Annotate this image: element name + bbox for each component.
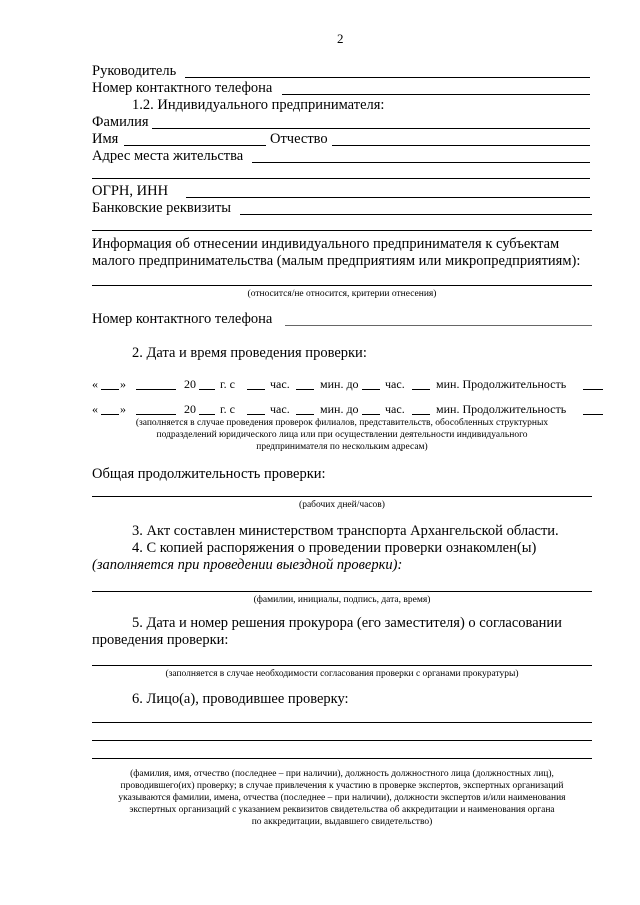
duration-field[interactable] bbox=[583, 389, 603, 390]
day-field[interactable] bbox=[101, 389, 119, 390]
total-duration-label: Общая продолжительность проверки: bbox=[92, 466, 326, 482]
hour-from-field[interactable] bbox=[247, 414, 265, 415]
total-duration-note: (рабочих дней/часов) bbox=[299, 500, 385, 510]
ip-heading: 1.2. Индивидуального предпринимателя: bbox=[132, 97, 385, 113]
section6-heading: 6. Лицо(а), проводившее проверку: bbox=[132, 691, 349, 707]
head-field-line[interactable] bbox=[185, 77, 590, 78]
hours2-label: час. bbox=[385, 402, 405, 416]
quote-open: « bbox=[92, 402, 98, 416]
head-label: Руководитель bbox=[92, 63, 177, 79]
phone-field-line[interactable] bbox=[282, 94, 590, 95]
small-business-text-2: малого предпринимательства (малым предприятиям или микропредприятиям): bbox=[92, 253, 581, 269]
g-s-label: г. с bbox=[220, 402, 235, 416]
small-business-text-1: Информация об отнесении индивидуального предпринимателя к субъектам bbox=[92, 236, 560, 252]
section2-heading: 2. Дата и время проведения проверки: bbox=[132, 345, 367, 361]
section4-line-2: (заполняется при проведении выездной проверки): bbox=[92, 557, 403, 573]
patronymic-field-line[interactable] bbox=[332, 145, 590, 146]
section6-note-1: (фамилия, имя, отчество (последнее – при наличии), должность должностного лица (должностных лиц), bbox=[130, 769, 554, 779]
ogrn-field-line[interactable] bbox=[186, 197, 590, 198]
section4-field-line[interactable] bbox=[92, 591, 592, 592]
bank-field-line-2[interactable] bbox=[92, 230, 592, 231]
total-duration-field-line[interactable] bbox=[92, 496, 592, 497]
bank-label: Банковские реквизиты bbox=[92, 200, 232, 216]
section5-line-2: проведения проверки: bbox=[92, 632, 229, 648]
surname-label: Фамилия bbox=[92, 114, 149, 130]
datetime-row-2 bbox=[0, 401, 640, 417]
g-s-label: г. с bbox=[220, 377, 235, 391]
min-from-field[interactable] bbox=[296, 414, 314, 415]
hour-from-field[interactable] bbox=[247, 389, 265, 390]
min-to-field[interactable] bbox=[412, 389, 430, 390]
min-to-field[interactable] bbox=[412, 414, 430, 415]
name-label: Имя bbox=[92, 131, 119, 147]
month-field[interactable] bbox=[136, 389, 176, 390]
duration-field[interactable] bbox=[583, 414, 603, 415]
phone2-label: Номер контактного телефона bbox=[92, 311, 273, 327]
datetime-note-3: предпринимателя по нескольким адресам) bbox=[256, 442, 428, 452]
page-number: 2 bbox=[337, 31, 344, 46]
section6-note-4: экспертных организаций с указанием реквизитов свидетельства об аккредитации и наименования органа bbox=[129, 805, 555, 815]
small-business-field-line[interactable] bbox=[92, 285, 592, 286]
surname-field-line[interactable] bbox=[152, 128, 590, 129]
section5-line-1: 5. Дата и номер решения прокурора (его заместителя) о согласовании bbox=[132, 615, 562, 631]
hours-label: час. bbox=[270, 377, 290, 391]
name-field-line[interactable] bbox=[124, 145, 266, 146]
quote-close: » bbox=[120, 377, 126, 391]
min-duration-label: мин. Продолжительность bbox=[436, 402, 567, 416]
section5-note: (заполняется в случае необходимости согласования проверки с органами прокуратуры) bbox=[165, 669, 519, 679]
datetime-note-1: (заполняется в случае проведения проверок филиалов, представительств, обособленных структурных bbox=[135, 418, 549, 428]
patronymic-label: Отчество bbox=[270, 131, 328, 147]
section6-note-5: по аккредитации, выдавшего свидетельство) bbox=[251, 817, 433, 827]
datetime-row-1 bbox=[0, 376, 640, 392]
section4-note: (фамилии, инициалы, подпись, дата, время) bbox=[253, 595, 431, 605]
section6-field-line-2[interactable] bbox=[92, 740, 592, 741]
phone-label: Номер контактного телефона bbox=[92, 80, 273, 96]
min-do-label: мин. до bbox=[320, 377, 359, 391]
quote-close: » bbox=[120, 402, 126, 416]
section6-field-line-3[interactable] bbox=[92, 758, 592, 759]
hours-label: час. bbox=[270, 402, 290, 416]
section5-field-line[interactable] bbox=[92, 665, 592, 666]
quote-open: « bbox=[92, 377, 98, 391]
year-field[interactable] bbox=[199, 414, 215, 415]
hour-to-field[interactable] bbox=[362, 414, 380, 415]
address-field-line[interactable] bbox=[252, 162, 590, 163]
address-field-line-2[interactable] bbox=[92, 178, 590, 179]
min-from-field[interactable] bbox=[296, 389, 314, 390]
phone2-field-line[interactable] bbox=[285, 325, 592, 326]
year-prefix: 20 bbox=[184, 377, 196, 391]
section6-note-2: проводившего(их) проверку; в случае привлечения к участию в проверке экспертов, экспертных организаций bbox=[120, 781, 564, 791]
address-label: Адрес места жительства bbox=[92, 148, 244, 164]
small-business-note: (относится/не относится, критерии отнесения) bbox=[247, 289, 437, 299]
day-field[interactable] bbox=[101, 414, 119, 415]
min-duration-label: мин. Продолжительность bbox=[436, 377, 567, 391]
section6-field-line-1[interactable] bbox=[92, 722, 592, 723]
month-field[interactable] bbox=[136, 414, 176, 415]
section4-line-1: 4. С копией распоряжения о проведении проверки ознакомлен(ы) bbox=[132, 540, 537, 556]
year-field[interactable] bbox=[199, 389, 215, 390]
year-prefix: 20 bbox=[184, 402, 196, 416]
hour-to-field[interactable] bbox=[362, 389, 380, 390]
section3-text: 3. Акт составлен министерством транспорта Архангельской области. bbox=[132, 523, 559, 539]
ogrn-label: ОГРН, ИНН bbox=[92, 183, 169, 199]
datetime-note-2: подразделений юридического лица или при осуществлении деятельности индивидуального bbox=[156, 430, 528, 440]
section6-note-3: указываются фамилии, имена, отчества (последнее – при наличии), должности экспертов и/или наименования bbox=[118, 793, 566, 803]
min-do-label: мин. до bbox=[320, 402, 359, 416]
bank-field-line[interactable] bbox=[240, 214, 592, 215]
hours2-label: час. bbox=[385, 377, 405, 391]
